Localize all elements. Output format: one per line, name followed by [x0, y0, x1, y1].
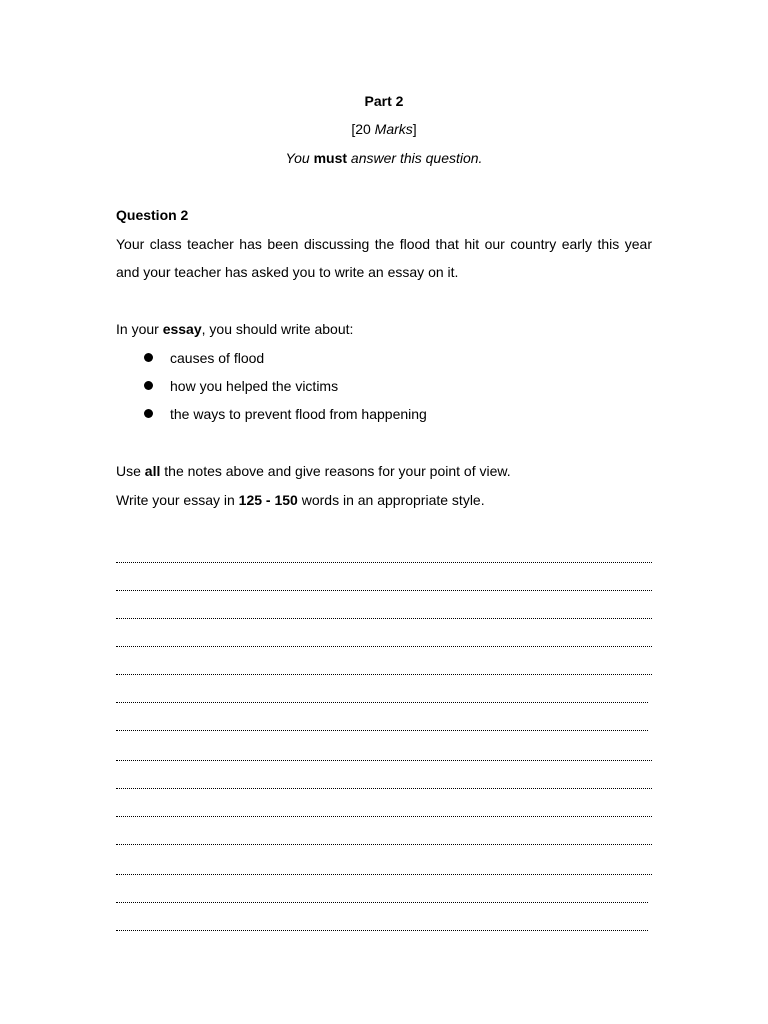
answer-line[interactable]	[116, 664, 652, 675]
answer-line[interactable]	[116, 806, 652, 817]
word-count-bold: 125 - 150	[238, 492, 298, 508]
instruction-post: answer this question.	[347, 150, 483, 166]
essay-intro	[116, 320, 652, 338]
question-title	[116, 206, 652, 224]
essay-intro-pre: In your	[116, 321, 163, 337]
bullet-dot-icon	[144, 353, 153, 362]
part-heading	[116, 92, 652, 110]
marks-close: ]	[412, 121, 417, 137]
essay-intro-post: , you should write about:	[201, 321, 354, 337]
answer-line[interactable]	[116, 636, 652, 647]
answer-line[interactable]	[116, 778, 652, 789]
notes-post: the notes above and give reasons for your point of view.	[160, 463, 511, 479]
answer-line[interactable]	[116, 834, 652, 845]
part-title: Part 2	[364, 93, 404, 109]
bullet-text: causes of flood	[170, 350, 265, 366]
question-text-line-2: and your teacher has asked you to write an essay on it.	[116, 264, 459, 280]
answer-line[interactable]	[116, 892, 648, 903]
bullet-text: how you helped the victims	[170, 378, 339, 394]
instruction-pre: You	[285, 150, 314, 166]
answer-line[interactable]	[116, 864, 652, 875]
answer-line[interactable]	[116, 552, 652, 563]
answer-line[interactable]	[116, 720, 648, 731]
answer-line[interactable]	[116, 920, 648, 931]
marks-line	[116, 120, 652, 138]
essay-intro-bold: essay	[162, 321, 202, 337]
bullet-dot-icon	[144, 381, 153, 390]
question-text-line-1: Your class teacher has been discussing the flood that hit our country early this year	[116, 236, 652, 252]
notes-bold: all	[144, 463, 161, 479]
bullet-text: the ways to prevent flood from happening	[170, 406, 427, 422]
question-title-text: Question 2	[116, 207, 189, 223]
instruction-line	[116, 149, 652, 167]
word-count-post: words in an appropriate style.	[297, 492, 485, 508]
notes-instruction	[116, 462, 652, 480]
answer-line[interactable]	[116, 750, 652, 761]
instruction-bold: must	[313, 150, 348, 166]
answer-line[interactable]	[116, 608, 652, 619]
answer-line[interactable]	[116, 580, 652, 591]
bullet-dot-icon	[144, 409, 153, 418]
word-count-pre: Write your essay in	[116, 492, 239, 508]
answer-line[interactable]	[116, 692, 648, 703]
notes-pre: Use	[116, 463, 145, 479]
marks-open: [20	[351, 121, 375, 137]
marks-word: Marks	[374, 121, 413, 137]
word-count-instruction	[116, 491, 652, 509]
